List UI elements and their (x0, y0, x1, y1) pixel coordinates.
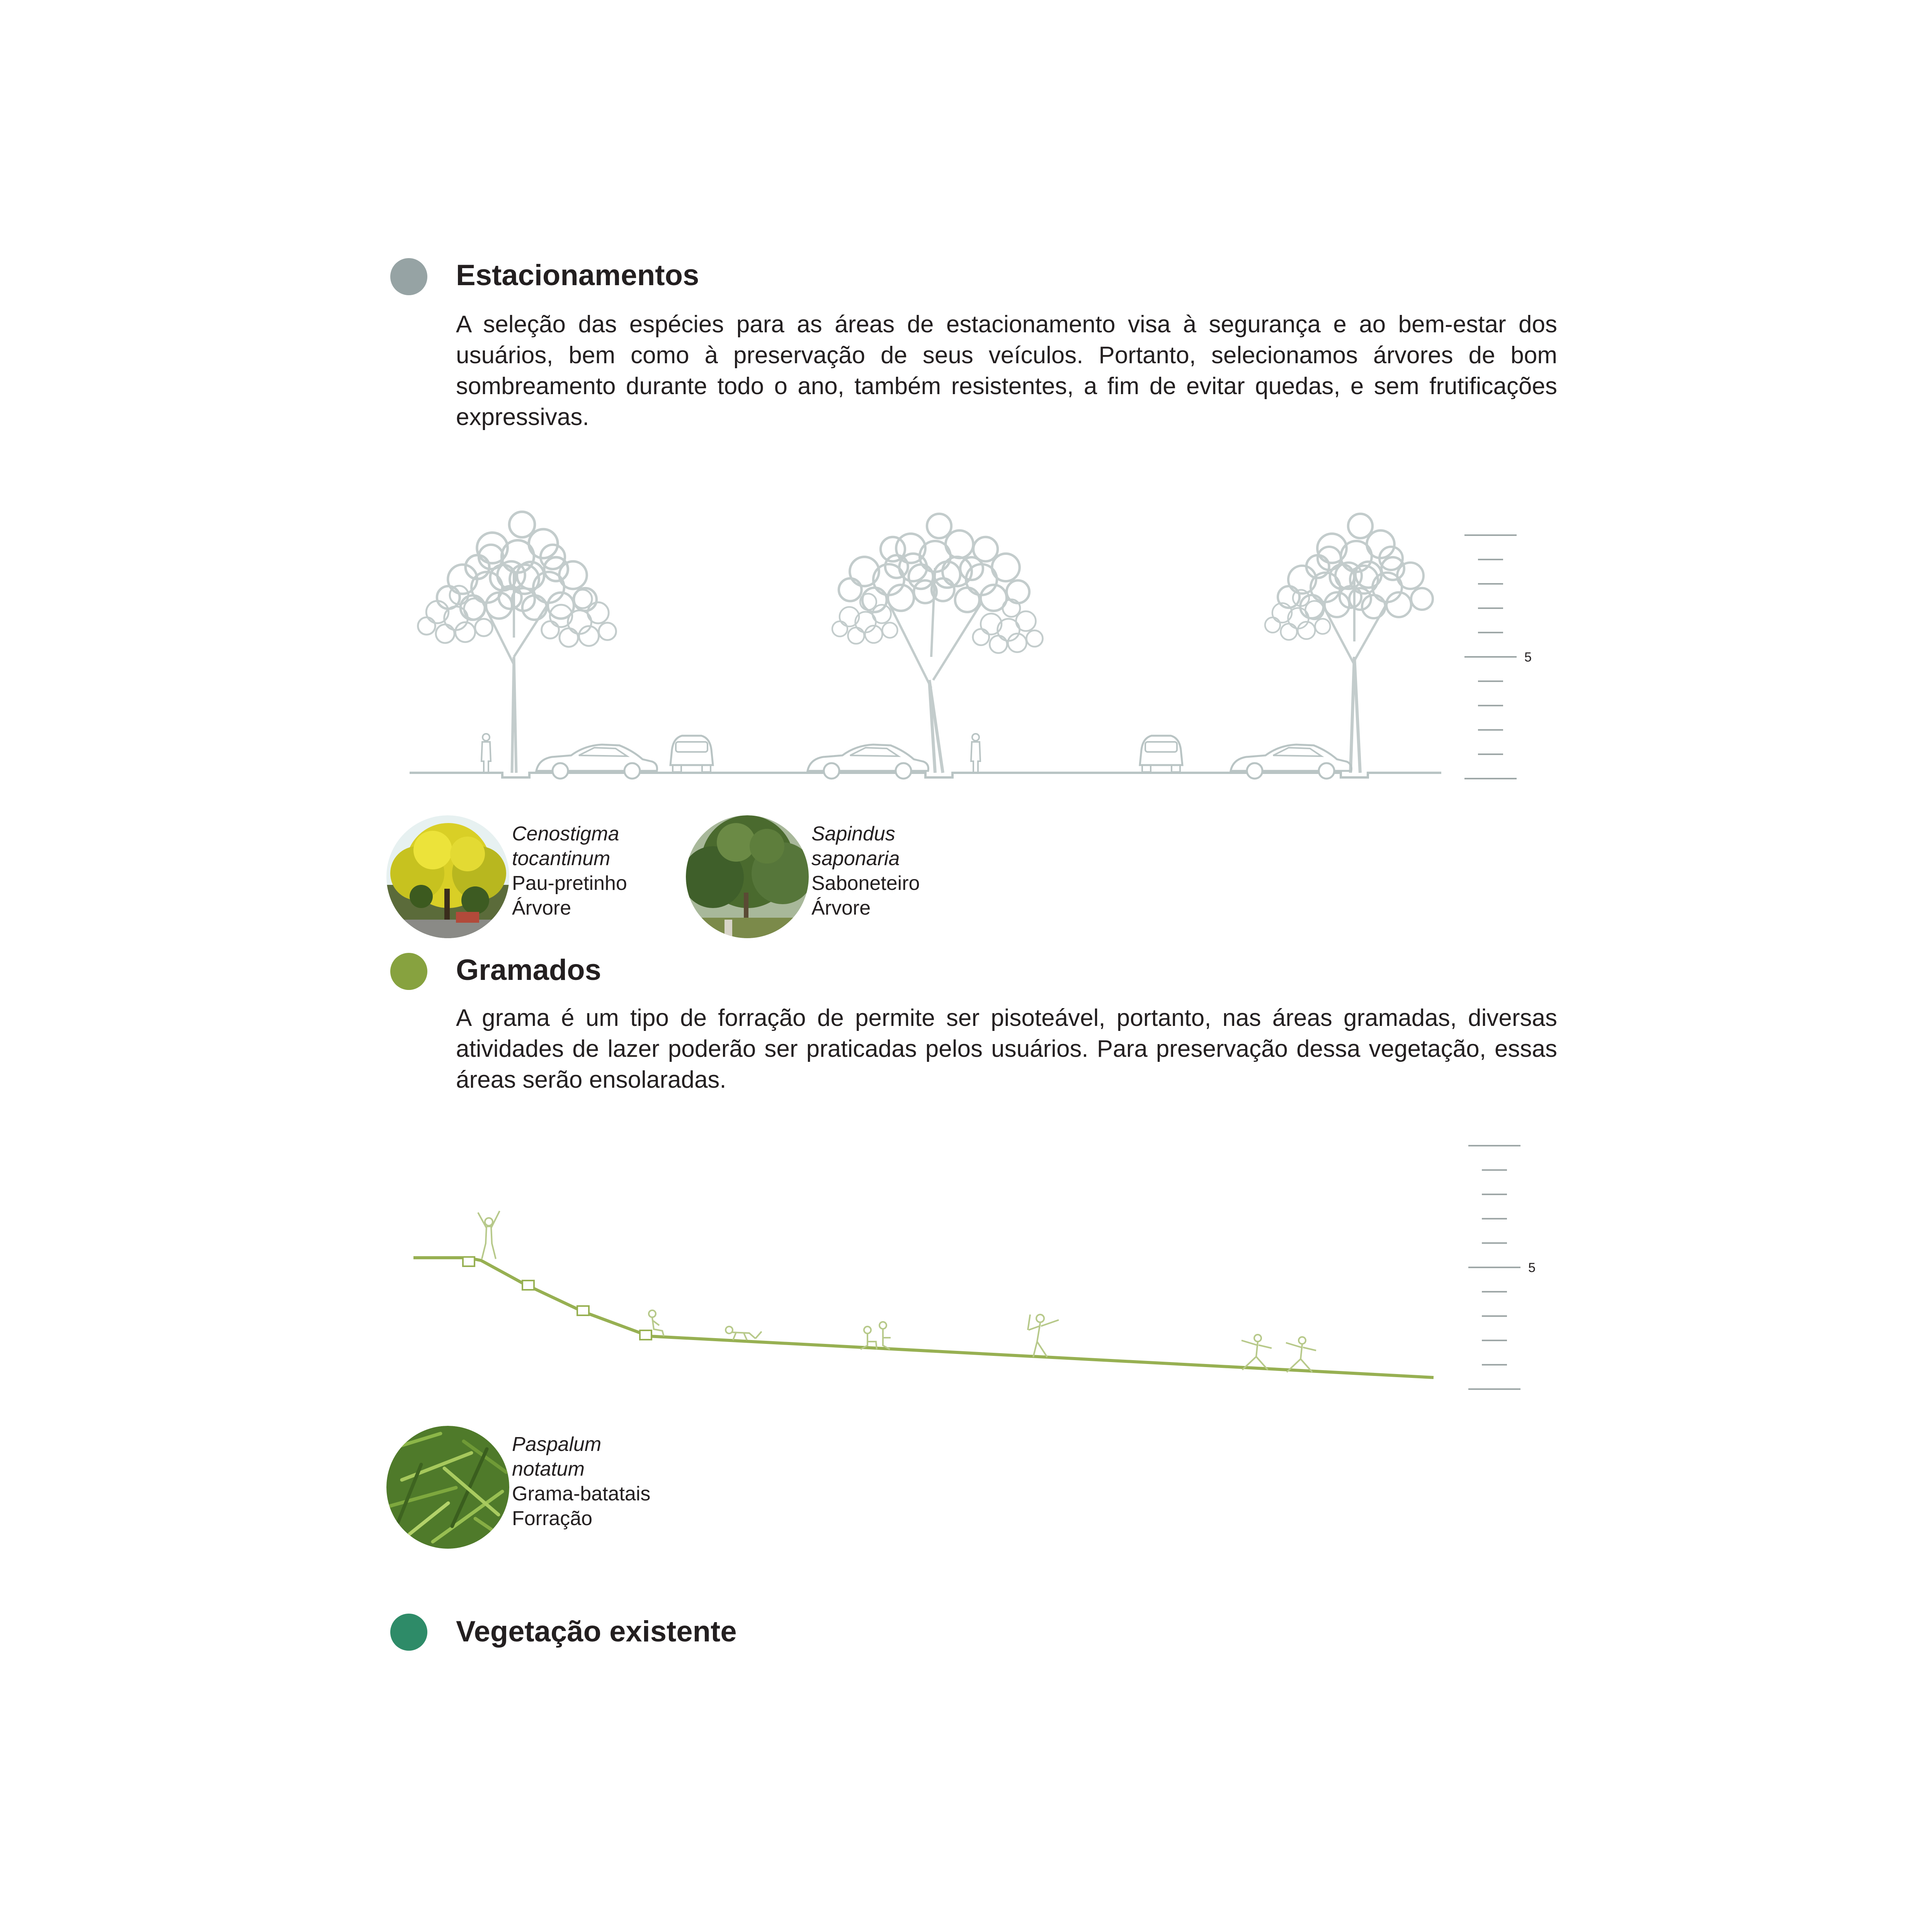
paspalum-scientific-1: Paspalum (512, 1433, 602, 1456)
species-paspalum (386, 1426, 696, 1553)
parking-section-text: A seleção das espécies para as áreas de estacionamento visa à segurança e ao bem-estar dos usuários, bem como à preservação de seus veículos. Portanto, selecionamos árvores de bom sombreamento durante todo o ano, também resistentes, a fim de evitar quedas, e sem frutificações expressivas. (456, 311, 1557, 430)
lawn-figure-arms-raised (478, 1211, 500, 1259)
lawn-section-text: A grama é um tipo de forração de permite ser pisoteável, portanto, nas áreas gramadas, diversas atividades de lazer poderão ser praticadas pelos usuários. Para preservação dessa vegetação, essas áreas serão ensolaradas. (456, 1005, 1557, 1093)
sapindus-type: Árvore (811, 897, 871, 919)
parking-section-title: Estacionamentos (456, 259, 699, 292)
sapindus-common: Saboneteiro (811, 872, 920, 895)
lawn-figure-group (861, 1322, 891, 1349)
cenostigma-type: Árvore (512, 897, 571, 919)
lawn-scale-bar (1468, 1146, 1520, 1389)
sapindus-scientific-1: Sapindus (811, 823, 895, 845)
lawn-figure-lying (726, 1327, 762, 1340)
paspalum-photo (386, 1426, 509, 1549)
cenostigma-common: Pau-pretinho (512, 872, 627, 895)
cenostigma-scientific-2: tocantinum (512, 847, 611, 870)
paspalum-scientific-2: notatum (512, 1458, 585, 1480)
cenostigma-scientific-1: Cenostigma (512, 823, 619, 845)
lawn-figure-yoga-2 (1286, 1337, 1316, 1372)
lawn-figure-stretching (1028, 1315, 1059, 1357)
lawn-figure-yoga-1 (1242, 1335, 1272, 1370)
paspalum-type: Forração (512, 1507, 593, 1530)
paspalum-label (512, 1432, 650, 1531)
parking-scale-label: 5 (1524, 650, 1532, 665)
lawn-scale-label: 5 (1528, 1260, 1536, 1275)
lawn-section-title: Gramados (456, 954, 601, 986)
paspalum-common: Grama-batatais (512, 1483, 651, 1505)
existing-section-dot (390, 1614, 427, 1651)
existing-section-title: Vegetação existente (456, 1615, 737, 1648)
sapindus-scientific-2: saponaria (811, 847, 900, 870)
